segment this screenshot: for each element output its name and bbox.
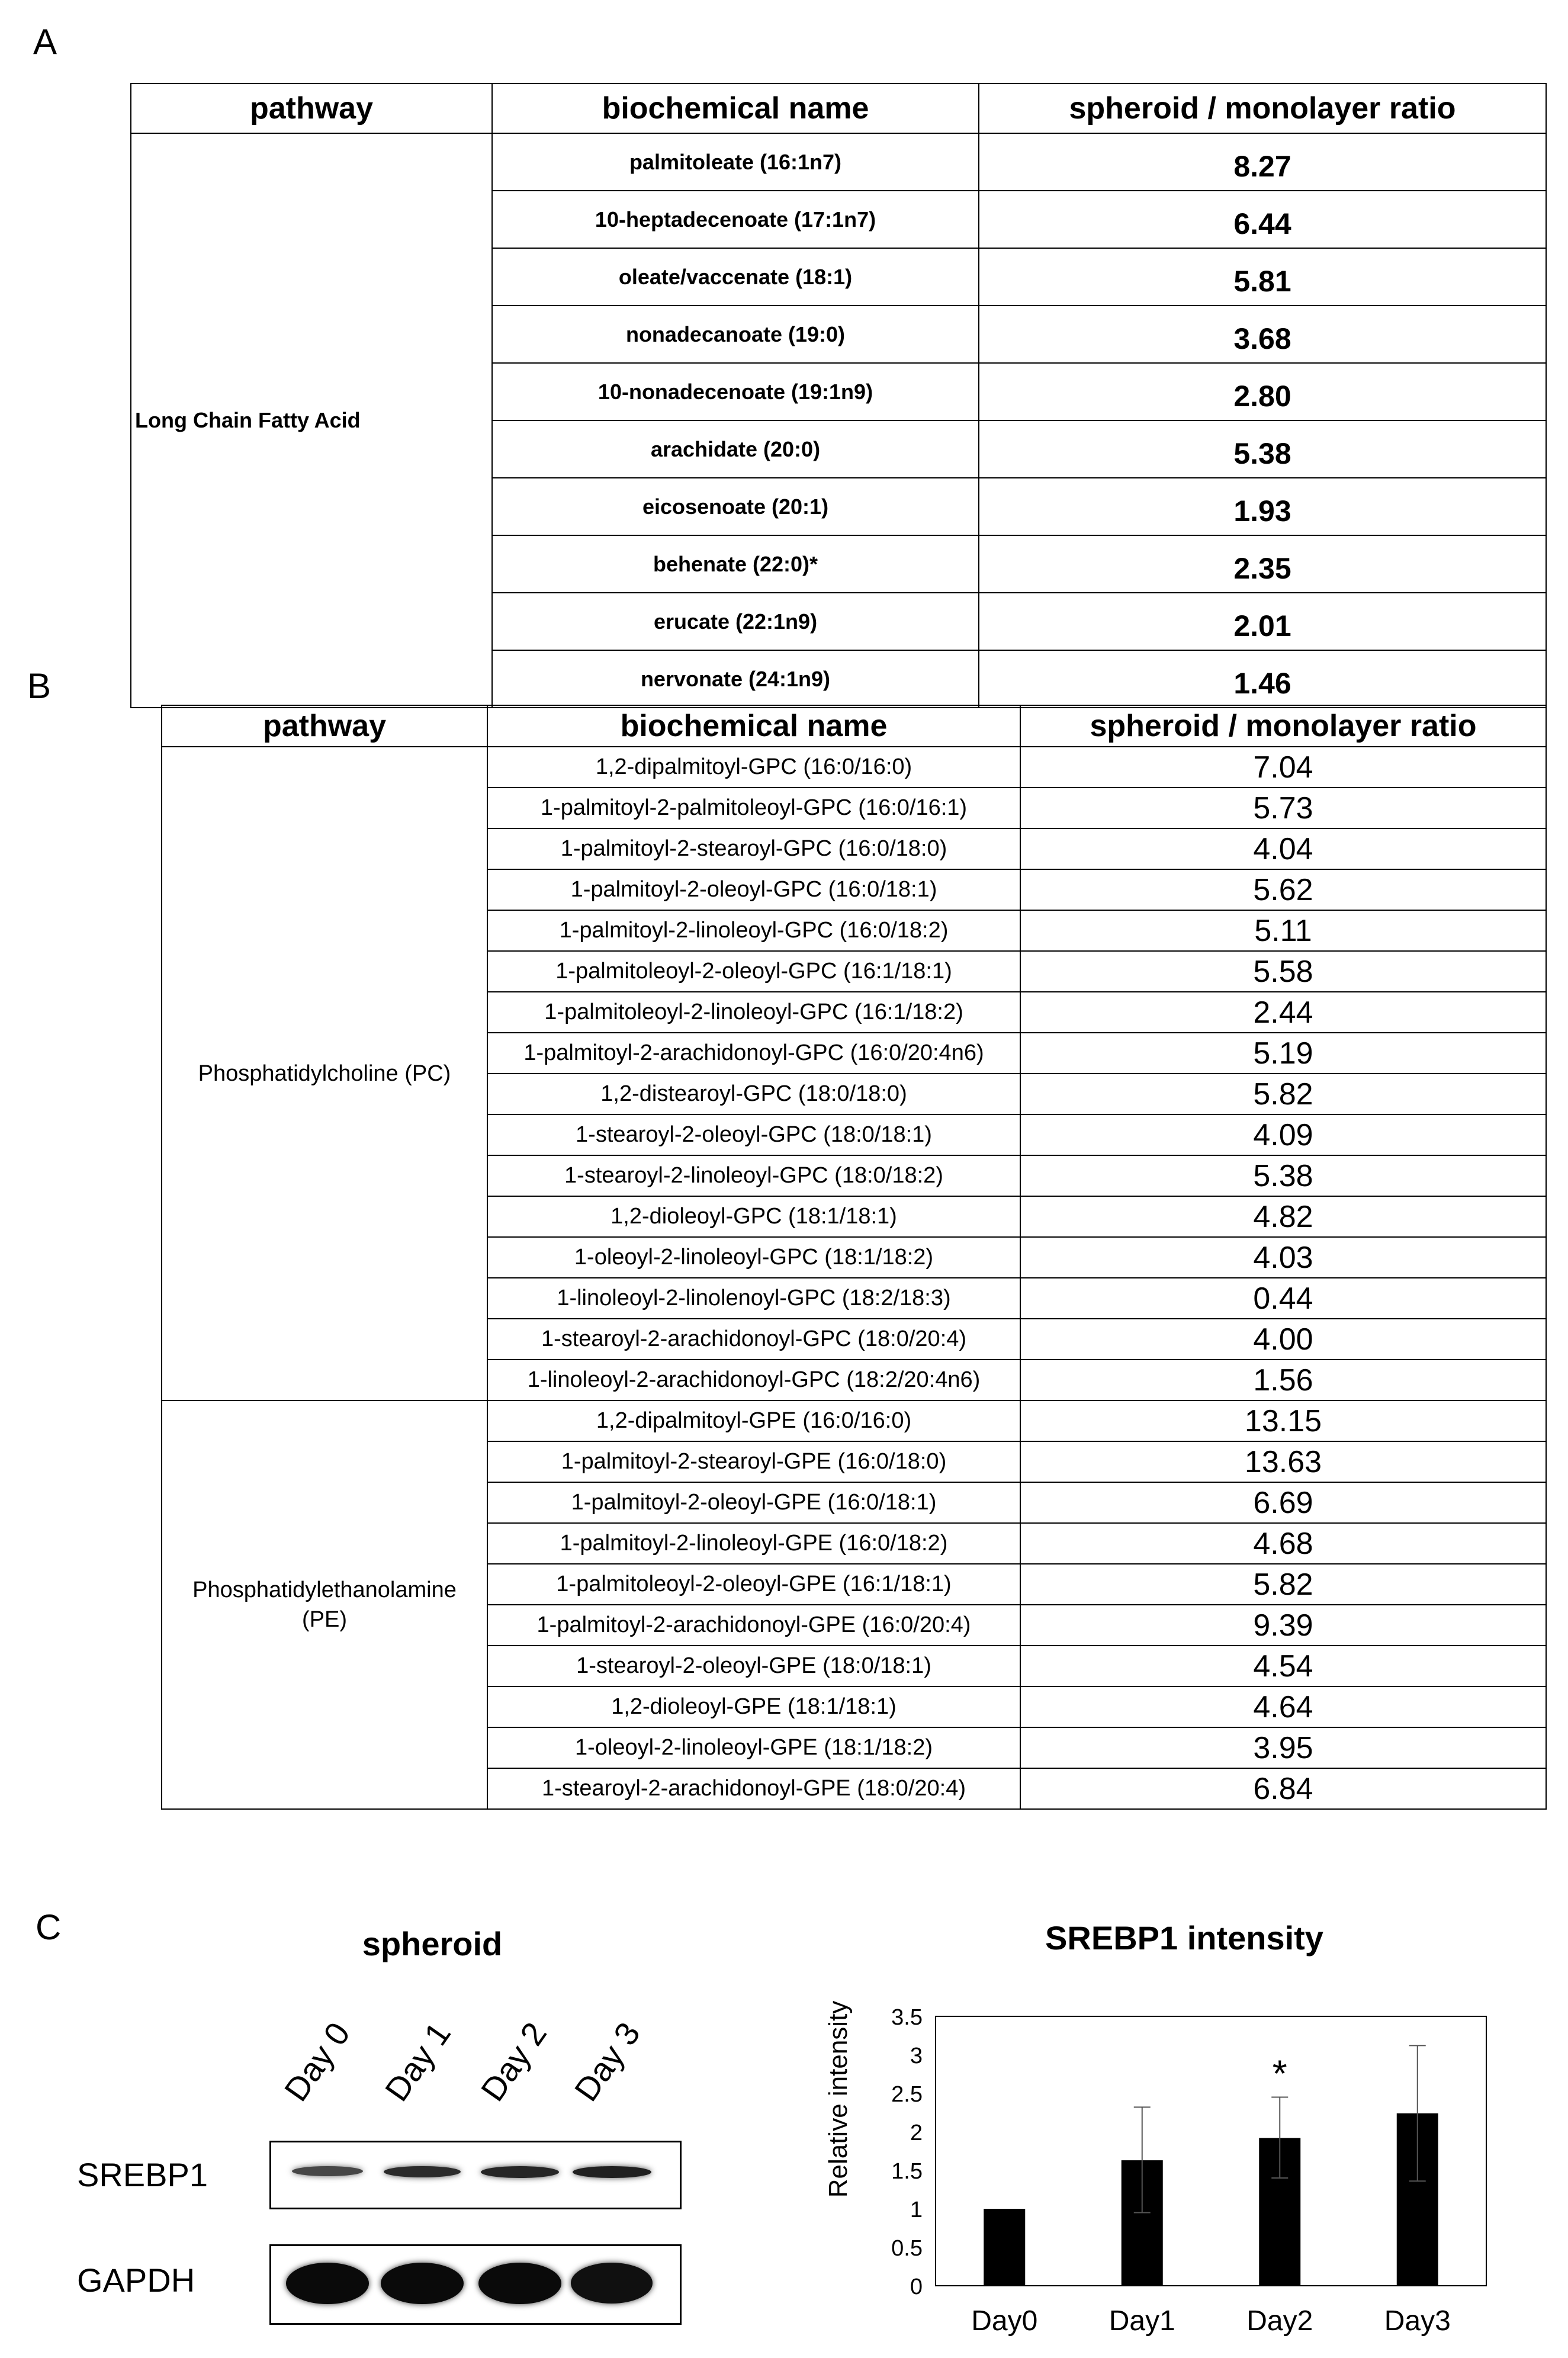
biochemical-name-cell: 1-stearoyl-2-linoleoyl-GPC (18:0/18:2): [487, 1155, 1020, 1196]
header-ratio: spheroid / monolayer ratio: [1020, 705, 1546, 747]
biochemical-name-cell: 1-oleoyl-2-linoleoyl-GPE (18:1/18:2): [487, 1727, 1020, 1768]
pathway-cell: Phosphatidylethanolamine (PE): [162, 1400, 487, 1809]
biochemical-name-cell: behenate (22:0)*: [492, 535, 979, 593]
western-blot-gapdh: [269, 2244, 682, 2325]
blot-band: [384, 2166, 461, 2177]
ratio-cell: 13.63: [1020, 1441, 1546, 1482]
ratio-cell: 6.44: [979, 191, 1546, 248]
bar-day0: [984, 2209, 1025, 2286]
ratio-cell: 4.03: [1020, 1237, 1546, 1278]
biochemical-name-cell: 1-linoleoyl-2-arachidonoyl-GPC (18:2/20:4n6): [487, 1360, 1020, 1400]
biochemical-name-cell: erucate (22:1n9): [492, 593, 979, 650]
blot-band: [571, 2263, 653, 2304]
header-pathway: pathway: [162, 705, 487, 747]
header-ratio: spheroid / monolayer ratio: [979, 83, 1546, 133]
ratio-cell: 4.00: [1020, 1319, 1546, 1360]
y-tick-label: 0: [910, 2275, 923, 2299]
day-label: Day 3: [567, 2015, 648, 2108]
x-tick-label: Day0: [971, 2305, 1038, 2337]
day-label: Day 2: [473, 2015, 554, 2108]
panel-label-c: C: [36, 1907, 62, 1947]
biochemical-name-cell: 1-palmitoyl-2-stearoyl-GPC (16:0/18:0): [487, 828, 1020, 869]
header-biochemical-name: biochemical name: [487, 705, 1020, 747]
biochemical-name-cell: 1-stearoyl-2-oleoyl-GPC (18:0/18:1): [487, 1114, 1020, 1155]
biochemical-name-cell: 1,2-dipalmitoyl-GPE (16:0/16:0): [487, 1400, 1020, 1441]
ratio-cell: 1.93: [979, 478, 1546, 535]
biochemical-name-cell: 10-heptadecenoate (17:1n7): [492, 191, 979, 248]
ratio-cell: 5.82: [1020, 1564, 1546, 1605]
biochemical-name-cell: 1-palmitoleoyl-2-linoleoyl-GPC (16:1/18:2): [487, 992, 1020, 1033]
chart-title: SREBP1 intensity: [1045, 1919, 1323, 1957]
ratio-cell: 5.38: [979, 420, 1546, 478]
biochemical-name-cell: 1-palmitoyl-2-arachidonoyl-GPE (16:0/20:4): [487, 1605, 1020, 1646]
table-a: [130, 83, 1547, 708]
ratio-cell: 4.68: [1020, 1523, 1546, 1564]
biochemical-name-cell: 1,2-dipalmitoyl-GPC (16:0/16:0): [487, 747, 1020, 788]
ratio-cell: 0.44: [1020, 1278, 1546, 1319]
blot-row-label-gapdh: GAPDH: [77, 2261, 195, 2299]
x-tick-label: Day1: [1108, 2305, 1175, 2337]
blot-band: [481, 2166, 558, 2178]
ratio-cell: 7.04: [1020, 747, 1546, 788]
table-row: [162, 747, 1546, 788]
ratio-cell: 4.64: [1020, 1686, 1546, 1727]
blot-band: [573, 2166, 651, 2178]
biochemical-name-cell: 1,2-dioleoyl-GPC (18:1/18:1): [487, 1196, 1020, 1237]
biochemical-name-cell: 1-stearoyl-2-arachidonoyl-GPE (18:0/20:4): [487, 1768, 1020, 1809]
ratio-cell: 2.44: [1020, 992, 1546, 1033]
ratio-cell: 5.81: [979, 248, 1546, 306]
biochemical-name-cell: 1-stearoyl-2-oleoyl-GPE (18:0/18:1): [487, 1646, 1020, 1686]
western-blot-srebp1: [269, 2141, 682, 2209]
ratio-cell: 2.01: [979, 593, 1546, 650]
y-tick-label: 3: [910, 2044, 923, 2068]
ratio-cell: 5.11: [1020, 910, 1546, 951]
ratio-cell: 1.46: [979, 650, 1546, 708]
blot-band: [381, 2263, 464, 2304]
y-axis-label: Relative intensity: [824, 2000, 853, 2198]
biochemical-name-cell: 10-nonadecenoate (19:1n9): [492, 363, 979, 420]
table-b: [161, 705, 1547, 1810]
blot-band: [478, 2263, 561, 2304]
biochemical-name-cell: 1,2-distearoyl-GPC (18:0/18:0): [487, 1074, 1020, 1114]
biochemical-name-cell: 1-palmitoyl-2-linoleoyl-GPC (16:0/18:2): [487, 910, 1020, 951]
y-tick-label: 2: [910, 2121, 923, 2145]
biochemical-name-cell: arachidate (20:0): [492, 420, 979, 478]
y-tick-label: 3.5: [891, 2005, 923, 2030]
biochemical-name-cell: nonadecanoate (19:0): [492, 306, 979, 363]
ratio-cell: 5.38: [1020, 1155, 1546, 1196]
ratio-cell: 4.54: [1020, 1646, 1546, 1686]
ratio-cell: 4.82: [1020, 1196, 1546, 1237]
biochemical-name-cell: 1-palmitoyl-2-linoleoyl-GPE (16:0/18:2): [487, 1523, 1020, 1564]
biochemical-name-cell: eicosenoate (20:1): [492, 478, 979, 535]
pathway-cell: Long Chain Fatty Acid: [131, 133, 492, 708]
ratio-cell: 2.35: [979, 535, 1546, 593]
biochemical-name-cell: 1-palmitoyl-2-stearoyl-GPE (16:0/18:0): [487, 1441, 1020, 1482]
biochemical-name-cell: nervonate (24:1n9): [492, 650, 979, 708]
table-row: [131, 133, 1546, 191]
biochemical-name-cell: 1,2-dioleoyl-GPE (18:1/18:1): [487, 1686, 1020, 1727]
significance-asterisk: *: [1272, 2052, 1287, 2095]
y-tick-label: 2.5: [891, 2082, 923, 2107]
biochemical-name-cell: 1-palmitoyl-2-arachidonoyl-GPC (16:0/20:4n6): [487, 1033, 1020, 1074]
ratio-cell: 9.39: [1020, 1605, 1546, 1646]
panel-label-a: A: [33, 22, 57, 62]
blot-title: spheroid: [362, 1925, 503, 1962]
biochemical-name-cell: 1-oleoyl-2-linoleoyl-GPC (18:1/18:2): [487, 1237, 1020, 1278]
biochemical-name-cell: 1-palmitoyl-2-palmitoleoyl-GPC (16:0/16:1): [487, 788, 1020, 828]
blot-band: [286, 2263, 369, 2304]
biochemical-name-cell: oleate/vaccenate (18:1): [492, 248, 979, 306]
ratio-cell: 4.09: [1020, 1114, 1546, 1155]
ratio-cell: 5.82: [1020, 1074, 1546, 1114]
ratio-cell: 8.27: [979, 133, 1546, 191]
blot-band: [292, 2166, 364, 2176]
ratio-cell: 6.84: [1020, 1768, 1546, 1809]
pathway-cell: Phosphatidylcholine (PC): [162, 747, 487, 1400]
ratio-cell: 3.95: [1020, 1727, 1546, 1768]
biochemical-name-cell: 1-palmitoleoyl-2-oleoyl-GPC (16:1/18:1): [487, 951, 1020, 992]
ratio-cell: 5.62: [1020, 869, 1546, 910]
ratio-cell: 4.04: [1020, 828, 1546, 869]
x-tick-label: Day2: [1246, 2305, 1313, 2337]
biochemical-name-cell: 1-linoleoyl-2-linolenoyl-GPC (18:2/18:3): [487, 1278, 1020, 1319]
header-pathway: pathway: [131, 83, 492, 133]
ratio-cell: 1.56: [1020, 1360, 1546, 1400]
header-biochemical-name: biochemical name: [492, 83, 979, 133]
biochemical-name-cell: 1-palmitoleoyl-2-oleoyl-GPE (16:1/18:1): [487, 1564, 1020, 1605]
ratio-cell: 5.73: [1020, 788, 1546, 828]
day-label: Day 0: [277, 2015, 358, 2108]
day-label: Day 1: [377, 2015, 458, 2108]
biochemical-name-cell: palmitoleate (16:1n7): [492, 133, 979, 191]
biochemical-name-cell: 1-stearoyl-2-arachidonoyl-GPC (18:0/20:4): [487, 1319, 1020, 1360]
biochemical-name-cell: 1-palmitoyl-2-oleoyl-GPE (16:0/18:1): [487, 1482, 1020, 1523]
biochemical-name-cell: 1-palmitoyl-2-oleoyl-GPC (16:0/18:1): [487, 869, 1020, 910]
ratio-cell: 5.19: [1020, 1033, 1546, 1074]
y-tick-label: 0.5: [891, 2236, 923, 2261]
ratio-cell: 6.69: [1020, 1482, 1546, 1523]
y-tick-label: 1.5: [891, 2159, 923, 2184]
blot-row-label-srebp1: SREBP1: [77, 2156, 208, 2193]
ratio-cell: 3.68: [979, 306, 1546, 363]
y-tick-label: 1: [910, 2198, 923, 2222]
bar-chart: [811, 1966, 1498, 2357]
ratio-cell: 13.15: [1020, 1400, 1546, 1441]
panel-label-b: B: [27, 666, 52, 706]
x-tick-label: Day3: [1384, 2305, 1451, 2337]
ratio-cell: 5.58: [1020, 951, 1546, 992]
table-row: [162, 1400, 1546, 1441]
ratio-cell: 2.80: [979, 363, 1546, 420]
